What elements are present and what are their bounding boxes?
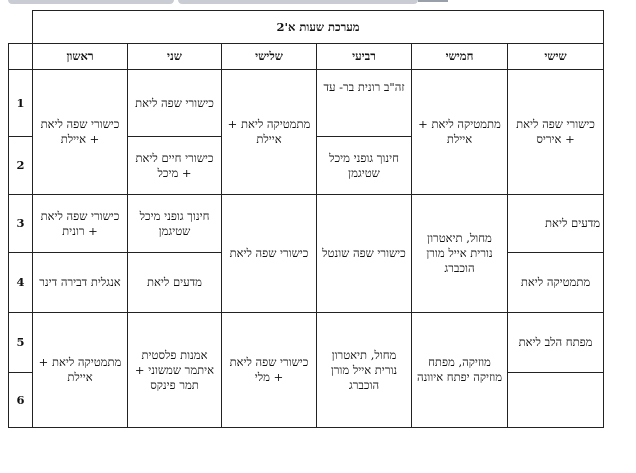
cell-monday-4: מדעים ליאת xyxy=(128,253,222,313)
cell-tuesday-1-2: מתמטיקה ליאת + איילת xyxy=(222,70,317,195)
cell-wednesday-2: חינוך גופני מיכל שטיגמן xyxy=(317,137,412,195)
cell-sunday-4: אנגלית דבירה דינר xyxy=(33,253,128,313)
period-number-4: 4 xyxy=(9,253,33,313)
cell-sunday-1-2: כישורי שפה ליאת + איילת xyxy=(33,70,128,195)
cell-monday-1: כישורי שפה ליאת xyxy=(128,70,222,137)
corner-cell xyxy=(9,11,33,44)
day-header-thursday: חמישי xyxy=(412,44,508,70)
period-number-5: 5 xyxy=(9,313,33,373)
window-tab-right xyxy=(178,0,418,4)
cell-wednesday-5-6: מחול, תיאטרון נורית אייל מורן הוכברג xyxy=(317,313,412,428)
period-number-6: 6 xyxy=(9,373,33,428)
cell-friday-5: מפתח הלב ליאת xyxy=(508,313,604,373)
cell-thursday-5-6: מוזיקה, מפתח מוזיקה יפתח איוונה xyxy=(412,313,508,428)
cell-wednesday-1: זה"ב רונית בר- עד xyxy=(317,70,412,137)
day-header-wednesday: רביעי xyxy=(317,44,412,70)
cell-friday-3: מדעים ליאת xyxy=(508,195,604,253)
cell-friday-1-2: כישורי שפה ליאת + איריס xyxy=(508,70,604,195)
cell-friday-6 xyxy=(508,373,604,428)
cell-thursday-3-4: מחול, תיאטרון נורית אייל מורן הוכברג xyxy=(412,195,508,313)
period-row-3 xyxy=(9,195,604,253)
window-top-strip xyxy=(0,0,636,6)
day-header-row xyxy=(9,44,604,70)
cell-monday-5-6: אמנות פלסטית איתמר שמשוני + תמר פינקס xyxy=(128,313,222,428)
cell-monday-2: כישורי חיים ליאת + מיכל xyxy=(128,137,222,195)
timetable-title: מערכת שעות א'2 xyxy=(33,11,604,44)
timetable xyxy=(8,10,604,428)
cell-friday-4: מתמטיקה ליאת xyxy=(508,253,604,313)
period-header-blank xyxy=(9,44,33,70)
cell-tuesday-3-4: כישורי שפה ליאת xyxy=(222,195,317,313)
period-row-5 xyxy=(9,313,604,373)
cell-monday-3: חינוך גופני מיכל שטיגמן xyxy=(128,195,222,253)
cell-sunday-3: כישורי שפה ליאת + רונית xyxy=(33,195,128,253)
period-row-1 xyxy=(9,70,604,137)
title-row xyxy=(9,11,604,44)
day-header-tuesday: שלישי xyxy=(222,44,317,70)
cell-tuesday-5-6: כישורי שפה ליאת + מלי xyxy=(222,313,317,428)
day-header-sunday: ראשון xyxy=(33,44,128,70)
day-header-friday: שישי xyxy=(508,44,604,70)
cell-thursday-1-2: מתמטיקה ליאת + איילת xyxy=(412,70,508,195)
period-number-2: 2 xyxy=(9,137,33,195)
window-tab-line xyxy=(418,0,448,2)
period-number-1: 1 xyxy=(9,70,33,137)
cell-wednesday-3-4: כישורי שפה שונטל xyxy=(317,195,412,313)
period-number-3: 3 xyxy=(9,195,33,253)
window-tab-left xyxy=(8,0,174,4)
cell-sunday-5-6: מתמטיקה ליאת + איילת xyxy=(33,313,128,428)
day-header-monday: שני xyxy=(128,44,222,70)
